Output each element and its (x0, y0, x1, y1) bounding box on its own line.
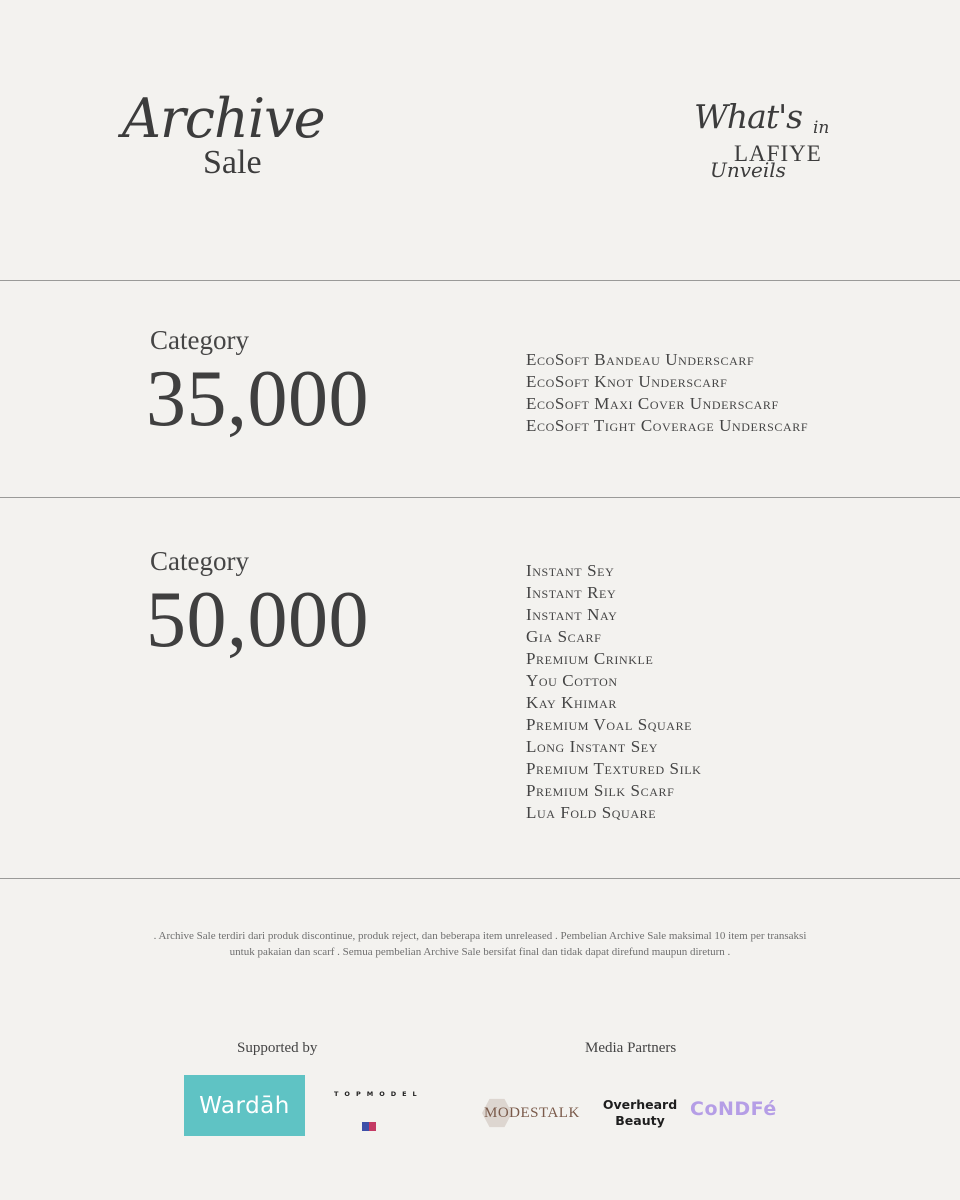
terms-text (96, 928, 864, 960)
category-price: 50,000 (146, 576, 369, 664)
topmodel-logo-text: TOPMODEL (334, 1090, 423, 1098)
list-item: Premium Silk Scarf (526, 781, 675, 800)
media-partners-heading: Media Partners (585, 1040, 677, 1056)
whats-in-logo-whats: What's (694, 97, 803, 136)
overheard-logo-line-1: Overheard (602, 1097, 678, 1112)
category-item-list (526, 560, 701, 824)
category-item-list (526, 349, 808, 437)
sale-subtitle: Sale (203, 144, 262, 181)
condfe-logo: CoNDFé (690, 1098, 777, 1120)
supported-by-heading: Supported by (237, 1040, 318, 1056)
list-item: Instant Sey (526, 561, 615, 580)
list-item: Instant Nay (526, 605, 618, 624)
category-price: 35,000 (146, 355, 369, 443)
modestalk-logo (484, 1098, 580, 1128)
wardah-logo: Wardāh (184, 1075, 305, 1136)
list-item: Long Instant Sey (526, 737, 658, 756)
terms-line-2: untuk pakaian dan scarf . Semua pembelian Archive Sale bersifat final dan tidak dapat direfund maupun direturn . (229, 946, 731, 958)
list-item: EcoSoft Bandeau Underscarf (526, 350, 755, 369)
divider-top (0, 280, 960, 281)
list-item: EcoSoft Tight Coverage Underscarf (526, 416, 809, 435)
whats-in-logo-in: in (813, 118, 830, 138)
list-item: You Cotton (526, 671, 618, 690)
divider-bottom (0, 878, 960, 879)
list-item: Gia Scarf (526, 627, 602, 646)
category-label: Category (150, 546, 249, 576)
whats-in-logo-brand: LAFIYE (734, 141, 822, 166)
list-item: Lua Fold Square (526, 803, 657, 822)
list-item: Premium Crinkle (526, 649, 654, 668)
overheard-logo-line-2: Beauty (615, 1113, 665, 1128)
list-item: EcoSoft Knot Underscarf (526, 372, 728, 391)
overheard-beauty-logo (602, 1097, 678, 1129)
terms-line-1: . Archive Sale terdiri dari produk discontinue, produk reject, dan beberapa item unreleased . Pembelian Archive Sale maksimal 10 item per transaksi (153, 930, 807, 942)
list-item: Premium Textured Silk (526, 759, 702, 778)
list-item: Premium Voal Square (526, 715, 693, 734)
category-label: Category (150, 325, 249, 355)
divider-middle (0, 497, 960, 498)
list-item: Instant Rey (526, 583, 617, 602)
whats-in-logo-unveils: Unveils (710, 158, 786, 182)
archive-script-title: Archive (122, 87, 325, 150)
list-item: EcoSoft Maxi Cover Underscarf (526, 394, 779, 413)
modestalk-logo-text: MODESTALK (484, 1104, 580, 1121)
topmodel-mark-icon (362, 1122, 376, 1131)
list-item: Kay Khimar (526, 693, 618, 712)
